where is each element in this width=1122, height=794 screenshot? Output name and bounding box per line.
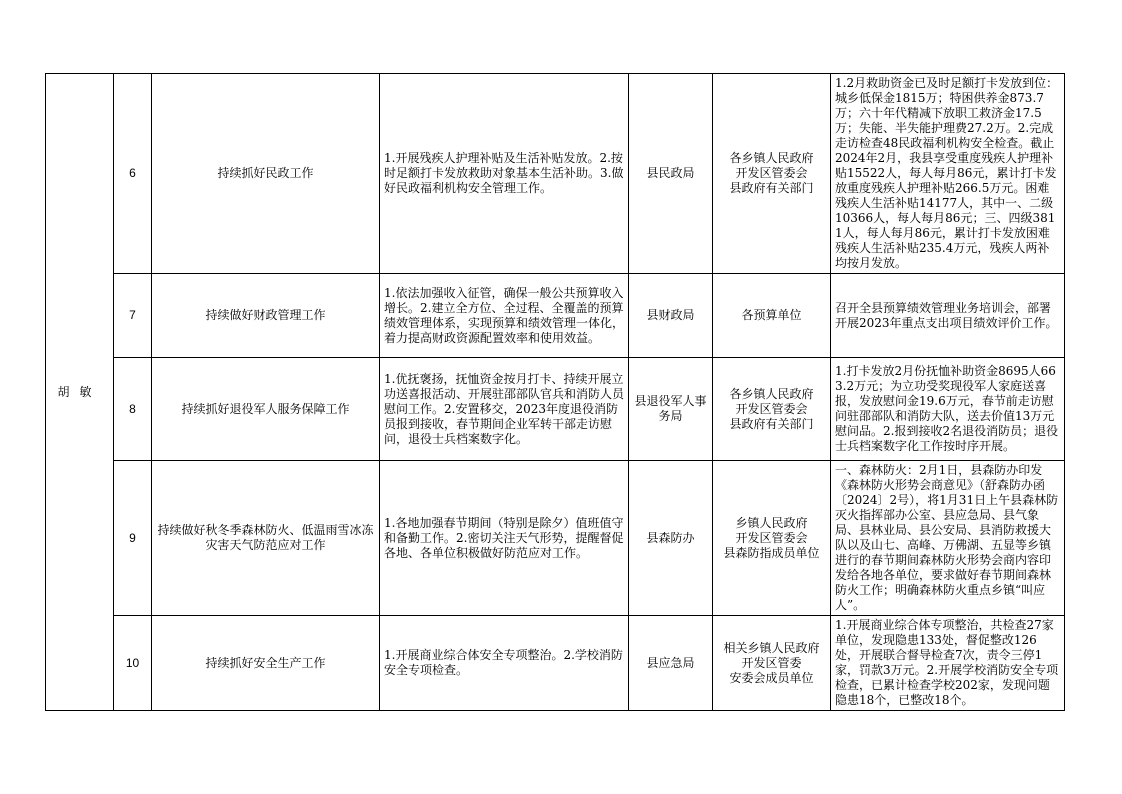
cooperating-unit: 县政府有关部门 xyxy=(729,181,814,195)
cooperating-unit: 县森防指成员单位 xyxy=(723,545,820,560)
work-progress-table xyxy=(45,73,1065,711)
cooperating-unit: 县政府有关部门 xyxy=(729,416,814,431)
row-number: 8 xyxy=(114,358,152,461)
lead-department: 县森防办 xyxy=(629,461,713,616)
cooperating-unit: 开发区管委会 xyxy=(735,530,808,545)
lead-department: 县应急局 xyxy=(629,616,713,711)
task-measures: 1.各地加强春节期间（特别是除夕）值班值守和备勤工作。2.密切关注天气形势，提醒督促各地、各单位积极做好防范应对工作。 xyxy=(380,461,629,616)
task-name: 持续做好秋冬季森林防火、低温雨雪冰冻灾害天气防范应对工作 xyxy=(152,461,380,616)
row-number: 6 xyxy=(114,74,152,274)
cooperating-units xyxy=(713,274,831,358)
task-name: 持续做好财政管理工作 xyxy=(152,274,380,358)
progress-text: 1.2月救助资金已及时足额打卡发放到位：城乡低保金1815万；特困供养金873.7万；六十年代精减下放职工救济金17.5万；失能、半失能护理费27.2万。2.完成走访检查48民政福利机构安全检查。截止2024年2月，我县享受重度残疾人护理补贴15522人，每人每月86元，累计打卡发放重度残疾人护理补贴266.5万元。困难残疾人生活补贴14177人，其中一、二级10366人，每人每月86元；三、四级3811人，每人每月86元，累计打卡发放困难残疾人生活补贴235.4万元，残疾人两补均按月发放。 xyxy=(831,74,1065,274)
table-row xyxy=(46,461,1065,616)
task-name: 持续抓好退役军人服务保障工作 xyxy=(152,358,380,461)
cooperating-units xyxy=(713,461,831,616)
cooperating-units xyxy=(713,616,831,711)
cooperating-unit: 开发区管委会 xyxy=(735,166,808,180)
row-number: 10 xyxy=(114,616,152,711)
cooperating-unit: 乡镇人民政府 xyxy=(735,515,808,530)
lead-department: 县民政局 xyxy=(629,74,713,274)
progress-text: 1.打卡发放2月份抚恤补助资金8695人663.2万元；为立功受奖现役军人家庭送喜报，发放慰问金19.6万元，春节前走访慰问驻邵部队和消防大队，送去价值13万元慰问品。2.报到接收2名退役消防员；退役士兵档案数字化工作按时序开展。 xyxy=(831,358,1065,461)
cooperating-unit: 各乡镇人民政府 xyxy=(729,386,814,401)
lead-department: 县退役军人事务局 xyxy=(629,358,713,461)
table-row xyxy=(46,274,1065,358)
cooperating-unit: 相关乡镇人民政府 xyxy=(723,640,820,655)
task-measures: 1.优抚褒扬，抚恤资金按月打卡、持续开展立功送喜报活动、开展驻邵部队官兵和消防人员慰问工作。2.安置移交，2023年度退役消防员报到接收，春节期间企业军转干部走访慰问，退役士兵档案数字化。 xyxy=(380,358,629,461)
responsible-person-cell: 胡敏 xyxy=(46,74,114,711)
task-measures: 1.依法加强收入征管，确保一般公共预算收入增长。2.建立全方位、全过程、全覆盖的预算绩效管理体系，实现预算和绩效管理一体化，着力提高财政资源配置效率和使用效益。 xyxy=(380,274,629,358)
progress-text: 召开全县预算绩效管理业务培训会，部署开展2023年重点支出项目绩效评价工作。 xyxy=(831,274,1065,358)
cooperating-unit: 开发区管委会 xyxy=(735,401,808,416)
row-number: 7 xyxy=(114,274,152,358)
cooperating-unit: 各乡镇人民政府 xyxy=(729,151,814,165)
progress-text: 一、森林防火：2月1日，县森防办印发《森林防火形势会商意见》（舒森防办函〔2024〕2号），将1月31日上午县森林防灭火指挥部办公室、县应急局、县气象局、县林业局、县公安局、县消防救援大队以及山七、高峰、万佛湖、五显等乡镇进行的春节期间森林防火形势会商内容印发给各地各单位，要求做好春节期间森林防火工作；明确森林防火重点乡镇“叫应人”。 xyxy=(831,461,1065,616)
row-number: 9 xyxy=(114,461,152,616)
lead-department: 县财政局 xyxy=(629,274,713,358)
table-row xyxy=(46,358,1065,461)
cooperating-unit: 开发区管委 xyxy=(741,655,802,670)
table-row xyxy=(46,616,1065,711)
cooperating-units xyxy=(713,74,831,274)
cooperating-unit: 安委会成员单位 xyxy=(729,670,814,685)
task-measures: 1.开展商业综合体安全专项整治。2.学校消防安全专项检查。 xyxy=(380,616,629,711)
task-name: 持续抓好民政工作 xyxy=(152,74,380,274)
progress-text: 1.开展商业综合体专项整治，共检查27家单位，发现隐患133处，督促整改126处，开展联合督导检查7次，责令三停1家，罚款3万元。2.开展学校消防安全专项检查，已累计检查学校202家，发现问题隐患18个，已整改18个。 xyxy=(831,616,1065,711)
task-measures: 1.开展残疾人护理补贴及生活补贴发放。2.按时足额打卡发放救助对象基本生活补助。3.做好民政福利机构安全管理工作。 xyxy=(380,74,629,274)
cooperating-units xyxy=(713,358,831,461)
task-name: 持续抓好安全生产工作 xyxy=(152,616,380,711)
cooperating-unit: 各预算单位 xyxy=(741,308,802,322)
table-row xyxy=(46,74,1065,274)
